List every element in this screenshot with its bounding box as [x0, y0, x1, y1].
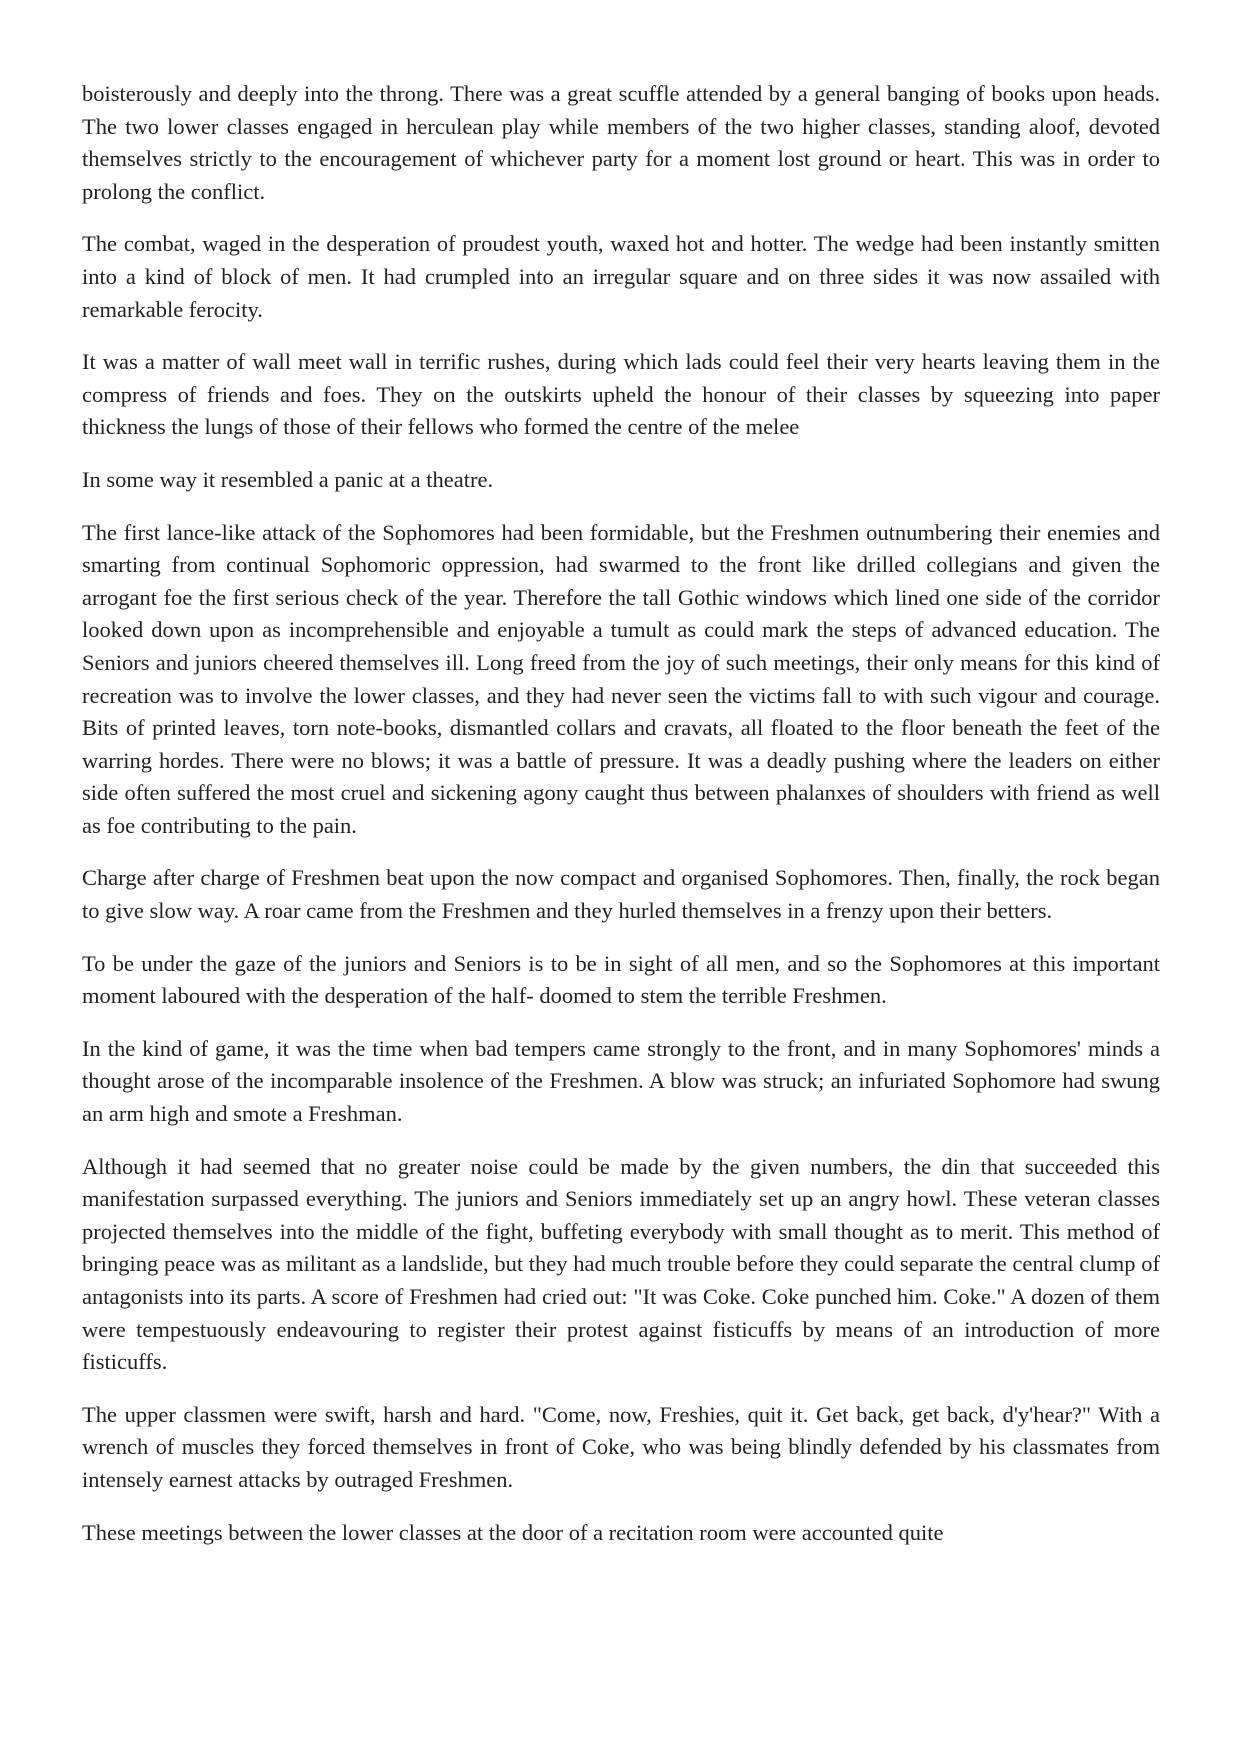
paragraph-2: The combat, waged in the desperation of proudest youth, waxed hot and hotter. The wedge had been instantly smitten into a kind of block of men. It had crumpled into an irregular square and on three sides it was now assailed with remarkable ferocity. — [82, 231, 1160, 322]
paragraph-6: Charge after charge of Freshmen beat upon the now compact and organised Sophomores. Then, finally, the rock began to give slow way. A roar came from the Freshmen and they hurled themselves in a frenzy upon their betters. — [82, 865, 1160, 924]
document-page — [82, 78, 1160, 1569]
paragraph-5: The first lance-like attack of the Sophomores had been formidable, but the Freshmen outnumbering their enemies and smarting from continual Sophomoric oppression, had swarmed to the front like drilled collegians and given the arrogant foe the first serious check of the year. Therefore the tall Gothic windows which lined one side of the corridor looked down upon as incomprehensible and enjoyable a tumult as could mark the steps of advanced education. The Seniors and juniors cheered themselves ill. Long freed from the joy of such meetings, their only means for this kind of recreation was to involve the lower classes, and they had never seen the victims fall to with such vigour and courage. Bits of printed leaves, torn note-books, dismantled collars and cravats, all floated to the floor beneath the feet of the warring hordes. There were no blows; it was a battle of pressure. It was a deadly pushing where the leaders on either side often suffered the most cruel and sickening agony caught thus between phalanxes of shoulders with friend as well as foe contributing to the pain. — [82, 519, 1160, 838]
paragraph-1: boisterously and deeply into the throng. There was a great scuffle attended by a general banging of books upon heads. The two lower classes engaged in herculean play while members of the two higher classes, standing aloof, devoted themselves strictly to the encouragement of whichever party for a moment lost ground or heart. This was in order to prolong the conflict. — [82, 81, 1160, 204]
paragraph-4: In some way it resembled a panic at a theatre. — [82, 466, 494, 492]
paragraph-8: In the kind of game, it was the time when bad tempers came strongly to the front, and in many Sophomores' minds a thought arose of the incomparable insolence of the Freshmen. A blow was struck; an infuriated Sophomore had swung an arm high and smote a Freshman. — [82, 1035, 1160, 1127]
paragraph-3: It was a matter of wall meet wall in terrific rushes, during which lads could feel their very hearts leaving them in the compress of friends and foes. They on the outskirts upheld the honour of their classes by squeezing into paper thickness the lungs of those of their fellows who formed the centre of the melee — [82, 349, 1160, 440]
paragraph-10: The upper classmen were swift, harsh and hard. "Come, now, Freshies, quit it. Get back, get back, d'y'hear?" With a wrench of muscles they forced themselves in front of Coke, who was being blindly defended by his classmates from intensely earnest attacks by outraged Freshmen. — [82, 1401, 1160, 1492]
paragraph-11: These meetings between the lower classes at the door of a recitation room were accounted quite — [82, 1519, 944, 1545]
paragraph-9: Although it had seemed that no greater noise could be made by the given numbers, the din that succeeded this manifestation surpassed everything. The juniors and Seniors immediately set up an angry howl. These veteran classes projected themselves into the middle of the fight, buffeting everybody with small thought as to merit. This method of bringing peace was as militant as a landslide, but they had much trouble before they could separate the central clump of antagonists into its parts. A score of Freshmen had cried out: "It was Coke. Coke punched him. Coke." A dozen of them were tempestuously endeavouring to register their protest against fisticuffs by means of an introduction of more fisticuffs. — [82, 1153, 1160, 1375]
paragraph-7: To be under the gaze of the juniors and Seniors is to be in sight of all men, and so the Sophomores at this important moment laboured with the desperation of the half- doomed to stem the terrible Freshmen. — [82, 950, 1160, 1009]
